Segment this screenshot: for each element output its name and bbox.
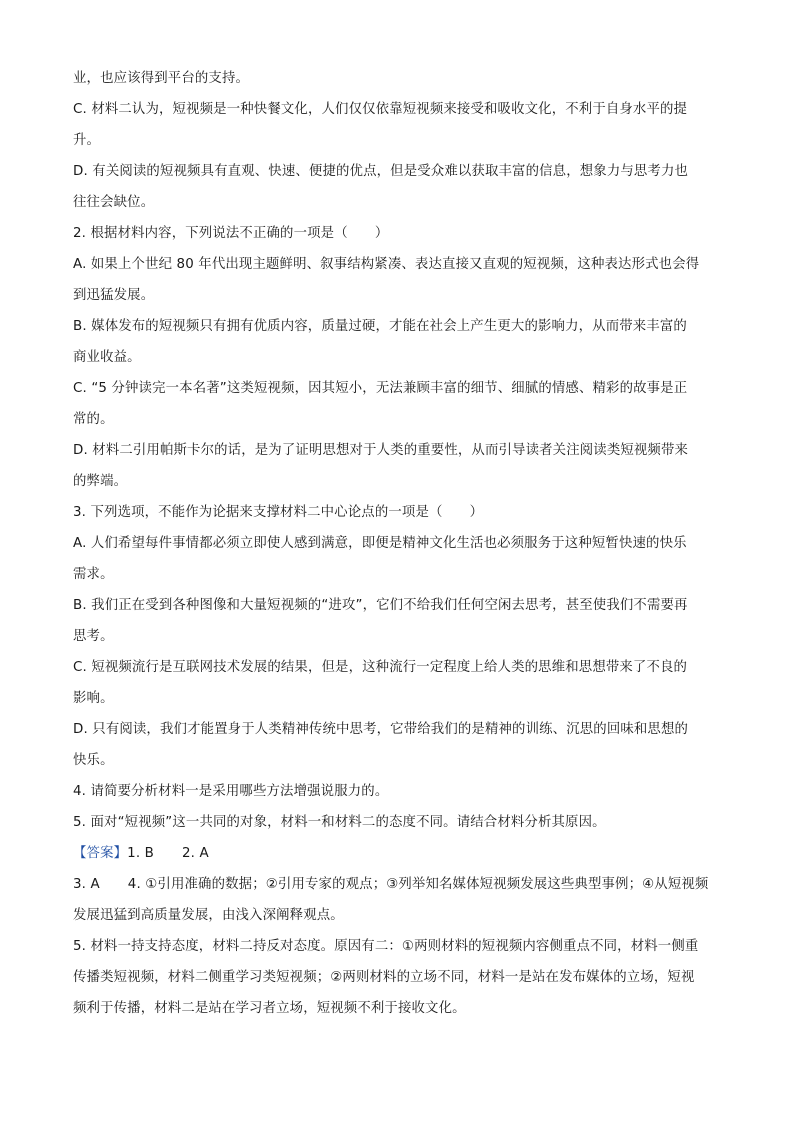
answer-tag: 【答案】 (73, 846, 128, 861)
option-c-q3: C. 短视频流行是互联网技术发展的结果，但是，这种流行一定程度上给人类的思维和思想带来了不良的 (73, 660, 688, 675)
question-5: 5. 面对“短视频”这一共同的对象，材料一和材料二的态度不同。请结合材料分析其原因。 (73, 815, 606, 830)
answer-5-cont: 传播类短视频，材料二侧重学习类短视频；②两则材料的立场不同，材料一是站在发布媒体的立场，短视 (73, 970, 695, 985)
question-2: 2. 根据材料内容，下列说法不正确的一项是（ ） (73, 226, 389, 241)
text-line: 影响。 (73, 691, 114, 706)
text-line: 快乐。 (73, 753, 114, 768)
text-line: 的弊端。 (73, 474, 128, 489)
text-line: 往往会缺位。 (73, 195, 155, 210)
option-d-q3: D. 只有阅读，我们才能置身于人类精神传统中思考，它带给我们的是精神的训练、沉思的回味和思想的 (73, 722, 689, 737)
answer-line (73, 869, 721, 900)
option-c-q2: C. “5 分钟读完一本名著”这类短视频，因其短小，无法兼顾丰富的细节、细腻的情感、精彩的故事是正 (73, 381, 688, 396)
question-4: 4. 请简要分析材料一是采用哪些方法增强说服力的。 (73, 784, 389, 799)
answer-5-cont: 频利于传播，材料二是站在学习者立场，短视频不利于接收文化。 (73, 1001, 466, 1016)
answer-2: 2. A (182, 846, 209, 861)
option-a-q3: A. 人们希望每件事情都必须立即使人感到满意，即便是精神文化生活也必须服务于这种短暂快速的快乐 (73, 536, 687, 551)
text-line: 常的。 (73, 412, 114, 427)
text-line: 到迅猛发展。 (73, 288, 155, 303)
answer-5: 5. 材料一持支持态度，材料二持反对态度。原因有二：①两则材料的短视频内容侧重点不同，材料一侧重 (73, 939, 699, 954)
text-line: 需求。 (73, 567, 114, 582)
document-body (73, 63, 721, 1024)
option-c-q1: C. 材料二认为，短视频是一种快餐文化，人们仅仅依靠短视频来接受和吸收文化，不利于自身水平的提 (73, 102, 688, 117)
question-3: 3. 下列选项，不能作为论据来支撑材料二中心论点的一项是（ ） (73, 505, 484, 520)
text-line: 思考。 (73, 629, 114, 644)
option-b-q3: B. 我们正在受到各种图像和大量短视频的“进攻”，它们不给我们任何空闲去思考，甚至使我们不需要再 (73, 598, 688, 613)
text-line: 升。 (73, 133, 101, 148)
option-d-q2: D. 材料二引用帕斯卡尔的话，是为了证明思想对于人类的重要性，从而引导读者关注阅读类短视频带来 (73, 443, 689, 458)
option-a-q2: A. 如果上个世纪 80 年代出现主题鲜明、叙事结构紧凑、表达直接又直观的短视频，这种表达形式也会得 (73, 257, 700, 272)
answer-3: 3. A (73, 877, 100, 892)
answer-4: 4. ①引用准确的数据；②引用专家的观点；③列举知名媒体短视频发展这些典型事例；④从短视频 (127, 877, 709, 892)
option-b-q2: B. 媒体发布的短视频只有拥有优质内容，质量过硬，才能在社会上产生更大的影响力，从而带来丰富的 (73, 319, 687, 334)
answer-line (73, 838, 721, 869)
option-d-q1: D. 有关阅读的短视频具有直观、快速、便捷的优点，但是受众难以获取丰富的信息，想象力与思考力也 (73, 164, 689, 179)
answer-4-cont: 发展迅猛到高质量发展，由浅入深阐释观点。 (73, 908, 344, 923)
text-line: 商业收益。 (73, 350, 141, 365)
answer-1: 1. B (127, 846, 154, 861)
text-line: 业，也应该得到平台的支持。 (73, 71, 250, 86)
